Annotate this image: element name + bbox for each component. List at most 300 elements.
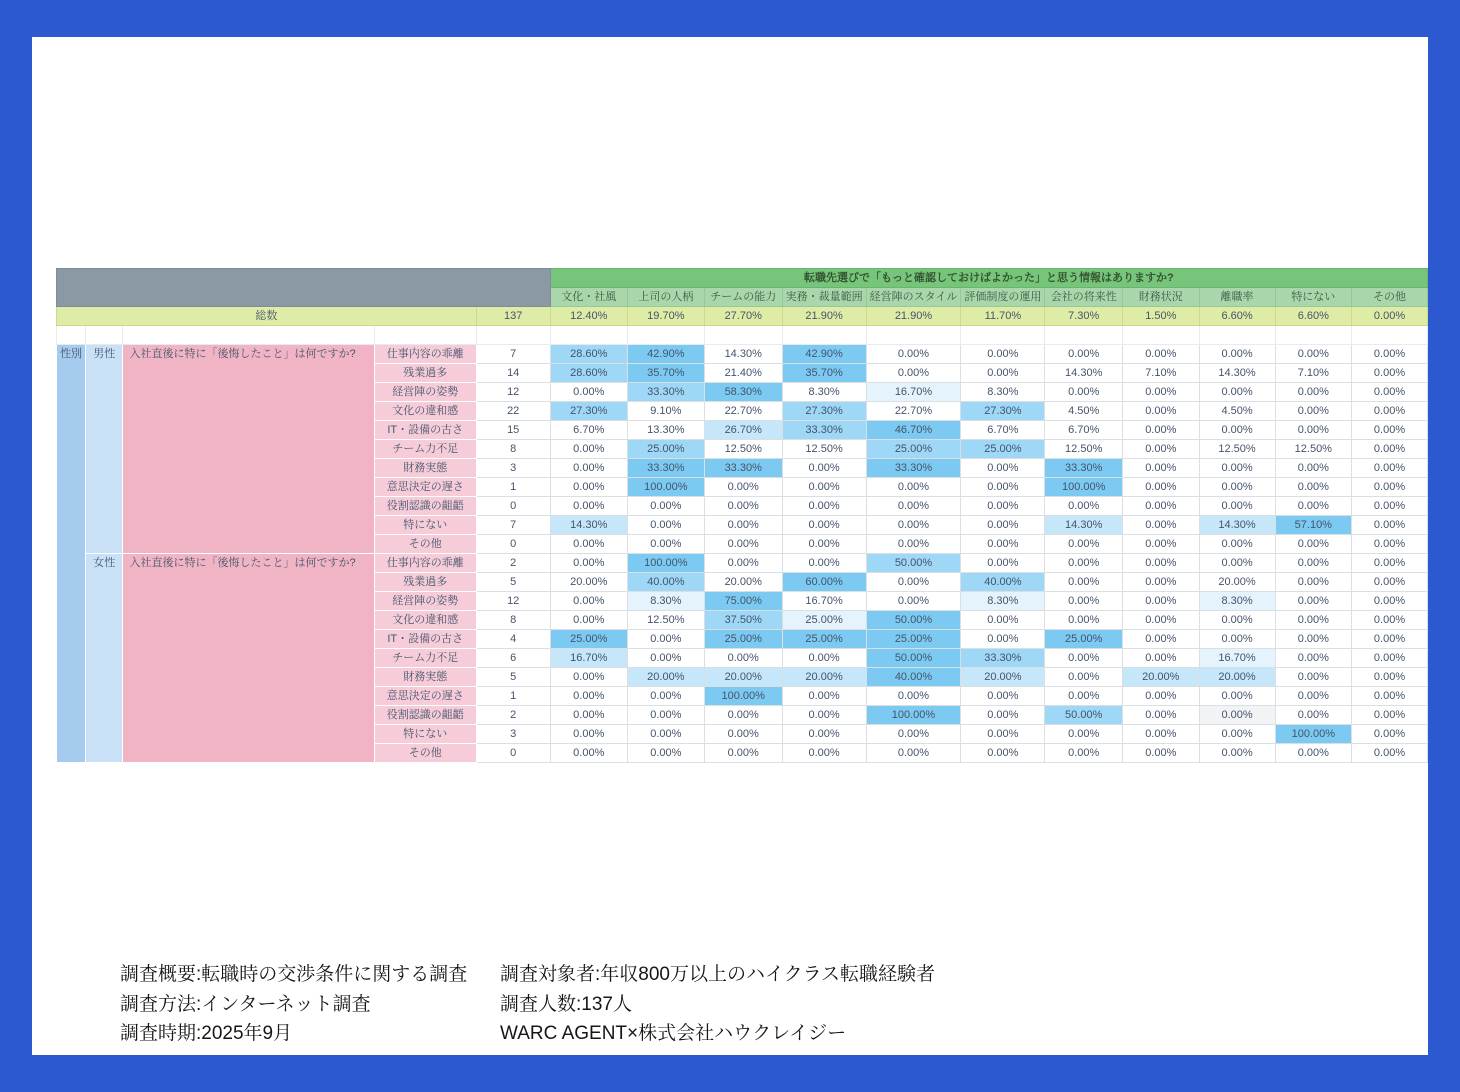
data-cell: 100.00%	[627, 478, 704, 497]
data-cell: 100.00%	[866, 706, 961, 725]
data-cell: 0.00%	[1275, 383, 1351, 402]
data-cell: 0.00%	[1352, 535, 1428, 554]
spacer-cell	[1123, 326, 1199, 345]
data-cell: 0.00%	[627, 725, 704, 744]
data-cell: 0.00%	[1123, 421, 1199, 440]
data-cell: 25.00%	[627, 440, 704, 459]
data-cell: 0.00%	[1123, 744, 1199, 763]
data-cell: 35.70%	[782, 364, 866, 383]
data-cell: 0.00%	[1199, 459, 1275, 478]
data-cell: 20.00%	[1199, 668, 1275, 687]
data-cell: 8.30%	[961, 592, 1045, 611]
data-cell: 20.00%	[550, 573, 627, 592]
table-row	[57, 345, 1428, 364]
data-cell: 14.30%	[1045, 516, 1123, 535]
data-cell: 0.00%	[550, 554, 627, 573]
data-cell: 0.00%	[550, 459, 627, 478]
item-label-cell: 意思決定の遅さ	[374, 478, 476, 497]
column-header-9: 特にない	[1275, 288, 1351, 307]
data-cell: 14.30%	[1199, 516, 1275, 535]
data-cell: 42.90%	[627, 345, 704, 364]
data-cell: 0.00%	[704, 744, 782, 763]
data-cell: 0.00%	[1275, 649, 1351, 668]
data-cell: 0.00%	[1352, 459, 1428, 478]
data-cell: 0.00%	[1045, 744, 1123, 763]
data-cell: 0.00%	[961, 364, 1045, 383]
data-cell: 0.00%	[1045, 725, 1123, 744]
footer-line: 調査人数:137人	[500, 993, 632, 1015]
survey-crosstab-table	[56, 268, 1428, 763]
data-cell: 0.00%	[704, 535, 782, 554]
data-cell: 0.00%	[1352, 611, 1428, 630]
question-banner-cell: 転職先選びで「もっと確認しておけばよかった」と思う情報はありますか?	[550, 269, 1427, 288]
data-cell: 0.00%	[1352, 478, 1428, 497]
item-label-cell: 残業過多	[374, 573, 476, 592]
data-cell: 0.00%	[1123, 383, 1199, 402]
data-cell: 0.00%	[1123, 649, 1199, 668]
data-cell: 0.00%	[1352, 402, 1428, 421]
column-header-7: 財務状況	[1123, 288, 1199, 307]
data-cell: 100.00%	[1275, 725, 1351, 744]
item-label-cell: 役割認識の齟齬	[374, 706, 476, 725]
data-cell: 0.00%	[704, 649, 782, 668]
spacer-cell	[961, 326, 1045, 345]
item-label-cell: 仕事内容の乖離	[374, 345, 476, 364]
count-cell: 12	[476, 383, 550, 402]
data-cell: 12.50%	[704, 440, 782, 459]
survey-footer	[120, 960, 935, 1049]
item-label-cell: 財務実態	[374, 459, 476, 478]
data-cell: 6.70%	[961, 421, 1045, 440]
spacer-cell	[866, 326, 961, 345]
survey-table-body	[57, 269, 1428, 763]
data-cell: 0.00%	[961, 535, 1045, 554]
data-cell: 0.00%	[627, 706, 704, 725]
data-cell: 0.00%	[1199, 497, 1275, 516]
count-cell: 14	[476, 364, 550, 383]
data-cell: 50.00%	[866, 554, 961, 573]
footer-right-column	[500, 960, 935, 1049]
count-cell: 3	[476, 459, 550, 478]
data-cell: 0.00%	[1275, 706, 1351, 725]
table-row	[57, 307, 1428, 326]
spacer-cell	[86, 326, 123, 345]
data-cell: 14.30%	[704, 345, 782, 364]
data-cell: 4.50%	[1199, 402, 1275, 421]
footer-left-column	[120, 960, 500, 1049]
data-cell: 35.70%	[627, 364, 704, 383]
count-cell: 4	[476, 630, 550, 649]
gender-label-cell: 女性	[86, 554, 123, 763]
item-label-cell: チーム力不足	[374, 440, 476, 459]
spacer-cell	[374, 326, 476, 345]
data-cell: 8.30%	[1199, 592, 1275, 611]
item-label-cell: 文化の違和感	[374, 611, 476, 630]
data-cell: 0.00%	[1275, 744, 1351, 763]
data-cell: 0.00%	[1045, 383, 1123, 402]
data-cell: 0.00%	[1352, 649, 1428, 668]
spacer-cell	[1275, 326, 1351, 345]
total-value-9: 6.60%	[1275, 307, 1351, 326]
data-cell: 14.30%	[550, 516, 627, 535]
column-header-0: 文化・社風	[550, 288, 627, 307]
data-cell: 0.00%	[1123, 592, 1199, 611]
data-cell: 40.00%	[961, 573, 1045, 592]
count-cell: 5	[476, 668, 550, 687]
count-cell: 7	[476, 516, 550, 535]
data-cell: 0.00%	[1352, 706, 1428, 725]
data-cell: 25.00%	[550, 630, 627, 649]
data-cell: 20.00%	[627, 668, 704, 687]
data-cell: 0.00%	[782, 554, 866, 573]
data-cell: 0.00%	[704, 725, 782, 744]
data-cell: 0.00%	[961, 706, 1045, 725]
question-label-cell: 入社直後に特に「後悔したこと」は何ですか?	[123, 345, 374, 554]
data-cell: 0.00%	[627, 516, 704, 535]
data-cell: 0.00%	[1199, 478, 1275, 497]
item-label-cell: チーム力不足	[374, 649, 476, 668]
data-cell: 0.00%	[1123, 706, 1199, 725]
data-cell: 0.00%	[1275, 611, 1351, 630]
column-header-4: 経営陣のスタイル	[866, 288, 961, 307]
data-cell: 20.00%	[961, 668, 1045, 687]
footer-line: 調査方法:インターネット調査	[120, 993, 371, 1015]
data-cell: 0.00%	[961, 345, 1045, 364]
total-value-2: 27.70%	[704, 307, 782, 326]
item-label-cell: 仕事内容の乖離	[374, 554, 476, 573]
data-cell: 0.00%	[1123, 516, 1199, 535]
data-cell: 26.70%	[704, 421, 782, 440]
total-value-7: 1.50%	[1123, 307, 1199, 326]
data-cell: 0.00%	[1275, 478, 1351, 497]
data-cell: 12.50%	[782, 440, 866, 459]
data-cell: 0.00%	[961, 611, 1045, 630]
data-cell: 0.00%	[1199, 421, 1275, 440]
data-cell: 7.10%	[1123, 364, 1199, 383]
data-cell: 12.50%	[1199, 440, 1275, 459]
data-cell: 28.60%	[550, 345, 627, 364]
data-cell: 0.00%	[1199, 744, 1275, 763]
spacer-cell	[704, 326, 782, 345]
data-cell: 8.30%	[782, 383, 866, 402]
corner-header-cell	[57, 269, 551, 307]
data-cell: 0.00%	[1352, 630, 1428, 649]
data-cell: 0.00%	[627, 744, 704, 763]
data-cell: 0.00%	[866, 744, 961, 763]
data-cell: 20.00%	[704, 668, 782, 687]
data-cell: 25.00%	[866, 440, 961, 459]
data-cell: 0.00%	[627, 630, 704, 649]
table-row	[57, 326, 1428, 345]
footer-line: 調査時期:2025年9月	[120, 1023, 293, 1044]
item-label-cell: 経営陣の姿勢	[374, 383, 476, 402]
data-cell: 0.00%	[866, 364, 961, 383]
data-cell: 0.00%	[704, 497, 782, 516]
total-value-5: 11.70%	[961, 307, 1045, 326]
data-cell: 0.00%	[550, 497, 627, 516]
data-cell: 0.00%	[1123, 573, 1199, 592]
count-cell: 15	[476, 421, 550, 440]
data-cell: 0.00%	[961, 554, 1045, 573]
total-value-1: 19.70%	[627, 307, 704, 326]
data-cell: 27.30%	[961, 402, 1045, 421]
data-cell: 0.00%	[550, 383, 627, 402]
data-cell: 33.30%	[866, 459, 961, 478]
data-cell: 0.00%	[1045, 592, 1123, 611]
data-cell: 0.00%	[1123, 497, 1199, 516]
column-header-1: 上司の人柄	[627, 288, 704, 307]
total-label-cell: 総数	[57, 307, 477, 326]
data-cell: 50.00%	[866, 649, 961, 668]
data-cell: 0.00%	[961, 497, 1045, 516]
data-cell: 0.00%	[704, 478, 782, 497]
data-cell: 33.30%	[782, 421, 866, 440]
total-value-8: 6.60%	[1199, 307, 1275, 326]
data-cell: 0.00%	[1352, 440, 1428, 459]
data-cell: 0.00%	[1199, 725, 1275, 744]
data-cell: 0.00%	[627, 535, 704, 554]
data-cell: 20.00%	[782, 668, 866, 687]
data-cell: 16.70%	[550, 649, 627, 668]
data-cell: 0.00%	[550, 706, 627, 725]
data-cell: 0.00%	[1275, 554, 1351, 573]
data-cell: 0.00%	[1352, 744, 1428, 763]
data-cell: 33.30%	[961, 649, 1045, 668]
data-cell: 0.00%	[1352, 725, 1428, 744]
data-cell: 46.70%	[866, 421, 961, 440]
data-cell: 0.00%	[866, 345, 961, 364]
data-cell: 100.00%	[704, 687, 782, 706]
total-value-10: 0.00%	[1352, 307, 1428, 326]
spacer-cell	[1352, 326, 1428, 345]
data-cell: 12.50%	[627, 611, 704, 630]
data-cell: 25.00%	[704, 630, 782, 649]
column-header-8: 離職率	[1199, 288, 1275, 307]
count-cell: 3	[476, 725, 550, 744]
data-cell: 0.00%	[866, 535, 961, 554]
data-cell: 0.00%	[866, 687, 961, 706]
data-cell: 0.00%	[1045, 535, 1123, 554]
spacer-cell	[782, 326, 866, 345]
data-cell: 0.00%	[961, 630, 1045, 649]
item-label-cell: 意思決定の遅さ	[374, 687, 476, 706]
data-cell: 0.00%	[782, 725, 866, 744]
data-cell: 25.00%	[961, 440, 1045, 459]
data-cell: 0.00%	[1352, 687, 1428, 706]
data-cell: 0.00%	[1275, 592, 1351, 611]
data-cell: 0.00%	[866, 592, 961, 611]
data-cell: 0.00%	[961, 516, 1045, 535]
data-cell: 0.00%	[1352, 497, 1428, 516]
data-cell: 0.00%	[1352, 573, 1428, 592]
count-cell: 5	[476, 573, 550, 592]
data-cell: 27.30%	[782, 402, 866, 421]
data-cell: 0.00%	[1123, 725, 1199, 744]
data-cell: 25.00%	[866, 630, 961, 649]
item-label-cell: 特にない	[374, 725, 476, 744]
data-cell: 0.00%	[1045, 573, 1123, 592]
data-cell: 0.00%	[1352, 421, 1428, 440]
data-cell: 27.30%	[550, 402, 627, 421]
data-cell: 33.30%	[627, 383, 704, 402]
data-cell: 42.90%	[782, 345, 866, 364]
data-cell: 0.00%	[1199, 554, 1275, 573]
data-cell: 0.00%	[961, 459, 1045, 478]
data-cell: 0.00%	[1352, 516, 1428, 535]
item-label-cell: 残業過多	[374, 364, 476, 383]
total-value-4: 21.90%	[866, 307, 961, 326]
item-label-cell: 文化の違和感	[374, 402, 476, 421]
data-cell: 0.00%	[1275, 459, 1351, 478]
data-cell: 20.00%	[1199, 573, 1275, 592]
data-cell: 33.30%	[704, 459, 782, 478]
data-cell: 0.00%	[1045, 649, 1123, 668]
data-cell: 0.00%	[782, 687, 866, 706]
data-cell: 9.10%	[627, 402, 704, 421]
data-cell: 0.00%	[782, 459, 866, 478]
item-label-cell: 財務実態	[374, 668, 476, 687]
data-cell: 0.00%	[550, 440, 627, 459]
data-cell: 0.00%	[1045, 345, 1123, 364]
data-cell: 8.30%	[961, 383, 1045, 402]
report-page	[32, 37, 1428, 1055]
count-cell: 2	[476, 706, 550, 725]
spacer-cell	[1045, 326, 1123, 345]
count-cell: 1	[476, 478, 550, 497]
data-cell: 0.00%	[1123, 554, 1199, 573]
data-cell: 0.00%	[550, 725, 627, 744]
data-cell: 33.30%	[1045, 459, 1123, 478]
column-header-6: 会社の将来性	[1045, 288, 1123, 307]
data-cell: 6.70%	[550, 421, 627, 440]
data-cell: 0.00%	[1275, 573, 1351, 592]
data-cell: 0.00%	[1199, 383, 1275, 402]
data-cell: 0.00%	[1199, 611, 1275, 630]
data-cell: 0.00%	[1275, 345, 1351, 364]
data-cell: 0.00%	[1045, 554, 1123, 573]
data-cell: 0.00%	[550, 744, 627, 763]
data-cell: 0.00%	[627, 649, 704, 668]
data-cell: 0.00%	[1352, 554, 1428, 573]
data-cell: 100.00%	[627, 554, 704, 573]
data-cell: 0.00%	[1275, 535, 1351, 554]
count-cell: 22	[476, 402, 550, 421]
data-cell: 0.00%	[866, 497, 961, 516]
data-cell: 0.00%	[782, 649, 866, 668]
data-cell: 0.00%	[866, 725, 961, 744]
data-cell: 22.70%	[866, 402, 961, 421]
data-cell: 0.00%	[1123, 459, 1199, 478]
data-cell: 0.00%	[866, 478, 961, 497]
item-label-cell: その他	[374, 535, 476, 554]
footer-line: WARC AGENT×株式会社ハウクレイジー	[500, 1023, 847, 1044]
data-cell: 0.00%	[1275, 402, 1351, 421]
data-cell: 25.00%	[1045, 630, 1123, 649]
data-cell: 0.00%	[961, 744, 1045, 763]
data-cell: 0.00%	[1199, 630, 1275, 649]
data-cell: 0.00%	[550, 535, 627, 554]
data-cell: 0.00%	[1045, 687, 1123, 706]
data-cell: 0.00%	[782, 497, 866, 516]
data-cell: 0.00%	[782, 535, 866, 554]
data-cell: 21.40%	[704, 364, 782, 383]
data-cell: 0.00%	[1352, 345, 1428, 364]
data-cell: 0.00%	[1352, 668, 1428, 687]
data-cell: 75.00%	[704, 592, 782, 611]
question-label-cell: 入社直後に特に「後悔したこと」は何ですか?	[123, 554, 374, 763]
data-cell: 0.00%	[782, 706, 866, 725]
data-cell: 12.50%	[1045, 440, 1123, 459]
data-cell: 0.00%	[1045, 611, 1123, 630]
data-cell: 0.00%	[550, 687, 627, 706]
data-cell: 0.00%	[1045, 668, 1123, 687]
spacer-cell	[476, 326, 550, 345]
data-cell: 14.30%	[1045, 364, 1123, 383]
data-cell: 0.00%	[866, 516, 961, 535]
data-cell: 0.00%	[1199, 706, 1275, 725]
data-cell: 0.00%	[961, 725, 1045, 744]
count-cell: 8	[476, 611, 550, 630]
data-cell: 16.70%	[782, 592, 866, 611]
data-cell: 0.00%	[704, 706, 782, 725]
crosstab-table-wrap	[56, 268, 1428, 763]
item-label-cell: その他	[374, 744, 476, 763]
spacer-cell	[627, 326, 704, 345]
count-cell: 0	[476, 535, 550, 554]
data-cell: 0.00%	[1123, 630, 1199, 649]
item-label-cell: IT・設備の古さ	[374, 421, 476, 440]
count-cell: 0	[476, 744, 550, 763]
data-cell: 0.00%	[961, 478, 1045, 497]
data-cell: 0.00%	[1123, 478, 1199, 497]
spacer-cell	[57, 326, 86, 345]
total-value-6: 7.30%	[1045, 307, 1123, 326]
data-cell: 22.70%	[704, 402, 782, 421]
data-cell: 0.00%	[550, 478, 627, 497]
data-cell: 50.00%	[866, 611, 961, 630]
data-cell: 0.00%	[1123, 535, 1199, 554]
data-cell: 0.00%	[1199, 687, 1275, 706]
item-label-cell: 経営陣の姿勢	[374, 592, 476, 611]
data-cell: 7.10%	[1275, 364, 1351, 383]
data-cell: 16.70%	[866, 383, 961, 402]
column-header-3: 実務・裁量範囲	[782, 288, 866, 307]
data-cell: 0.00%	[1123, 402, 1199, 421]
data-cell: 0.00%	[1275, 497, 1351, 516]
data-cell: 12.50%	[1275, 440, 1351, 459]
data-cell: 0.00%	[627, 687, 704, 706]
footer-line: 調査概要:転職時の交渉条件に関する調査	[120, 964, 468, 985]
total-value-0: 12.40%	[550, 307, 627, 326]
data-cell: 0.00%	[961, 687, 1045, 706]
column-header-5: 評価制度の運用	[961, 288, 1045, 307]
data-cell: 60.00%	[782, 573, 866, 592]
data-cell: 0.00%	[1352, 364, 1428, 383]
column-header-2: チームの能力	[704, 288, 782, 307]
data-cell: 14.30%	[1199, 364, 1275, 383]
data-cell: 4.50%	[1045, 402, 1123, 421]
count-cell: 12	[476, 592, 550, 611]
data-cell: 0.00%	[866, 573, 961, 592]
data-cell: 0.00%	[1275, 421, 1351, 440]
data-cell: 0.00%	[1275, 668, 1351, 687]
data-cell: 0.00%	[1123, 687, 1199, 706]
data-cell: 33.30%	[627, 459, 704, 478]
count-cell: 8	[476, 440, 550, 459]
data-cell: 28.60%	[550, 364, 627, 383]
data-cell: 0.00%	[550, 668, 627, 687]
data-cell: 13.30%	[627, 421, 704, 440]
